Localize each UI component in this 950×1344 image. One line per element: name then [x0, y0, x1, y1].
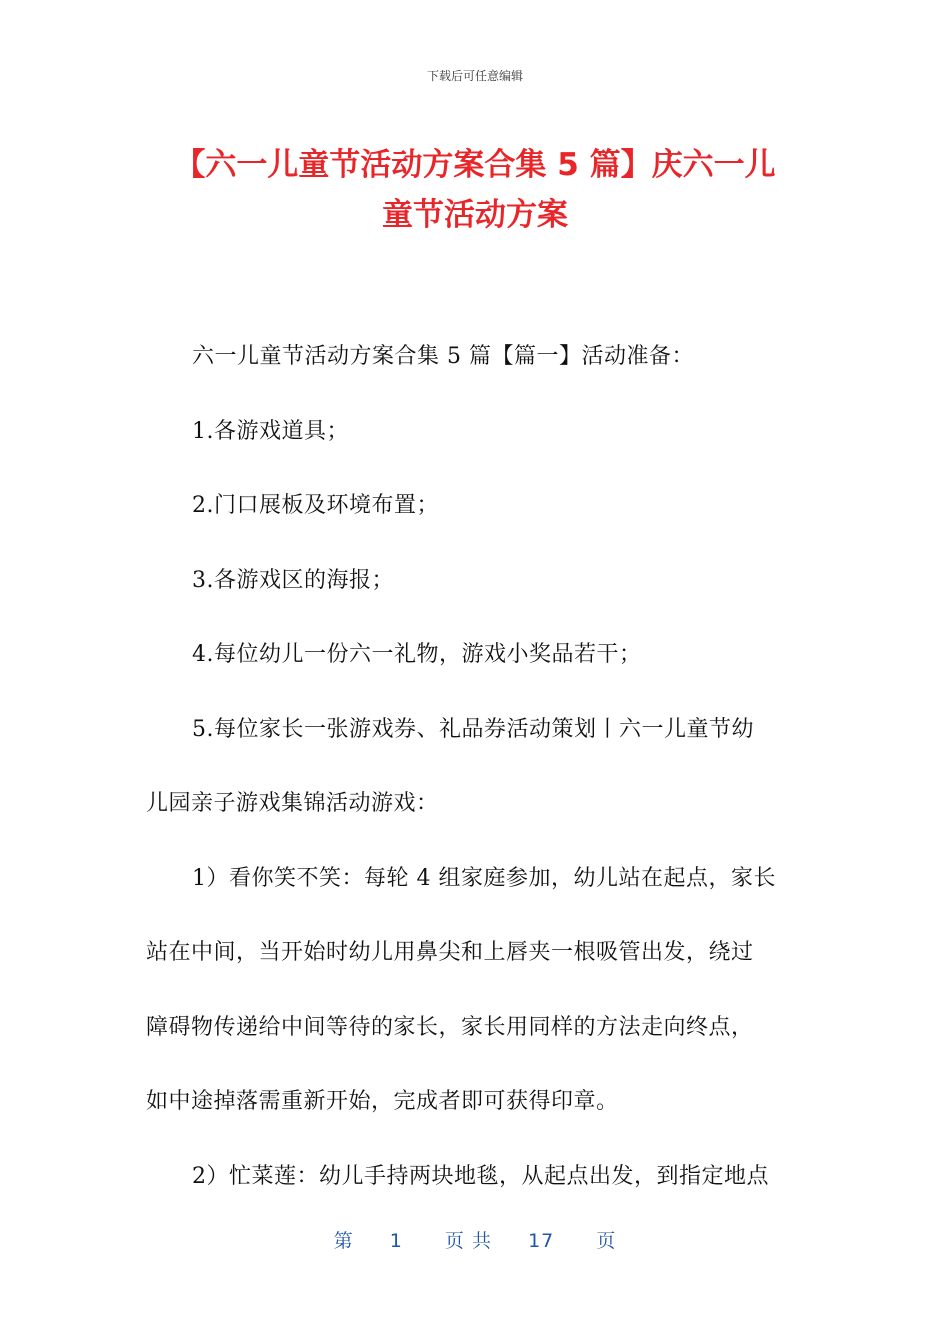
paragraph: 3.各游戏区的海报；	[192, 567, 394, 593]
paragraph: 障碍物传递给中间等待的家长，家长用同样的方法走向终点，	[146, 1014, 754, 1040]
paragraph: 5.每位家长一张游戏券、礼品券活动策划丨六一儿童节幼	[192, 716, 754, 742]
paragraph: 2）忙菜莲：幼儿手持两块地毯，从起点出发，到指定地点	[192, 1163, 769, 1189]
paragraph: 4.每位幼儿一份六一礼物，游戏小奖品若干；	[192, 642, 642, 667]
header-note: 下载后可任意编辑	[426, 69, 523, 83]
paragraph: 1.各游戏道具；	[192, 418, 349, 444]
paragraph: 2.门口展板及环境布置；	[192, 493, 439, 518]
paragraph: 儿园亲子游戏集锦活动游戏：	[146, 791, 439, 816]
paragraph: 站在中间，当开始时幼儿用鼻尖和上唇夹一根吸管出发，绕过	[146, 940, 754, 965]
footer-middle: 页 共	[444, 1230, 492, 1252]
document-title	[120, 140, 830, 240]
paragraph: 如中途掉落需重新开始，完成者即可获得印章。	[146, 1089, 619, 1114]
document-body	[146, 320, 806, 1214]
footer-total-pages: 17	[528, 1230, 555, 1252]
paragraph: 六一儿童节活动方案合集 5 篇【篇一】活动准备：	[192, 344, 694, 369]
footer-suffix: 页	[596, 1230, 617, 1252]
paragraph: 1）看你笑不笑：每轮 4 组家庭参加，幼儿站在起点，家长	[192, 865, 776, 891]
title-line-1: 【六一儿童节活动方案合集 5 篇】庆六一儿	[174, 147, 776, 183]
footer-prefix: 第	[333, 1230, 354, 1252]
title-line-2: 童节活动方案	[382, 197, 568, 233]
footer-current-page: 1	[389, 1230, 403, 1252]
page-footer	[0, 1226, 950, 1253]
